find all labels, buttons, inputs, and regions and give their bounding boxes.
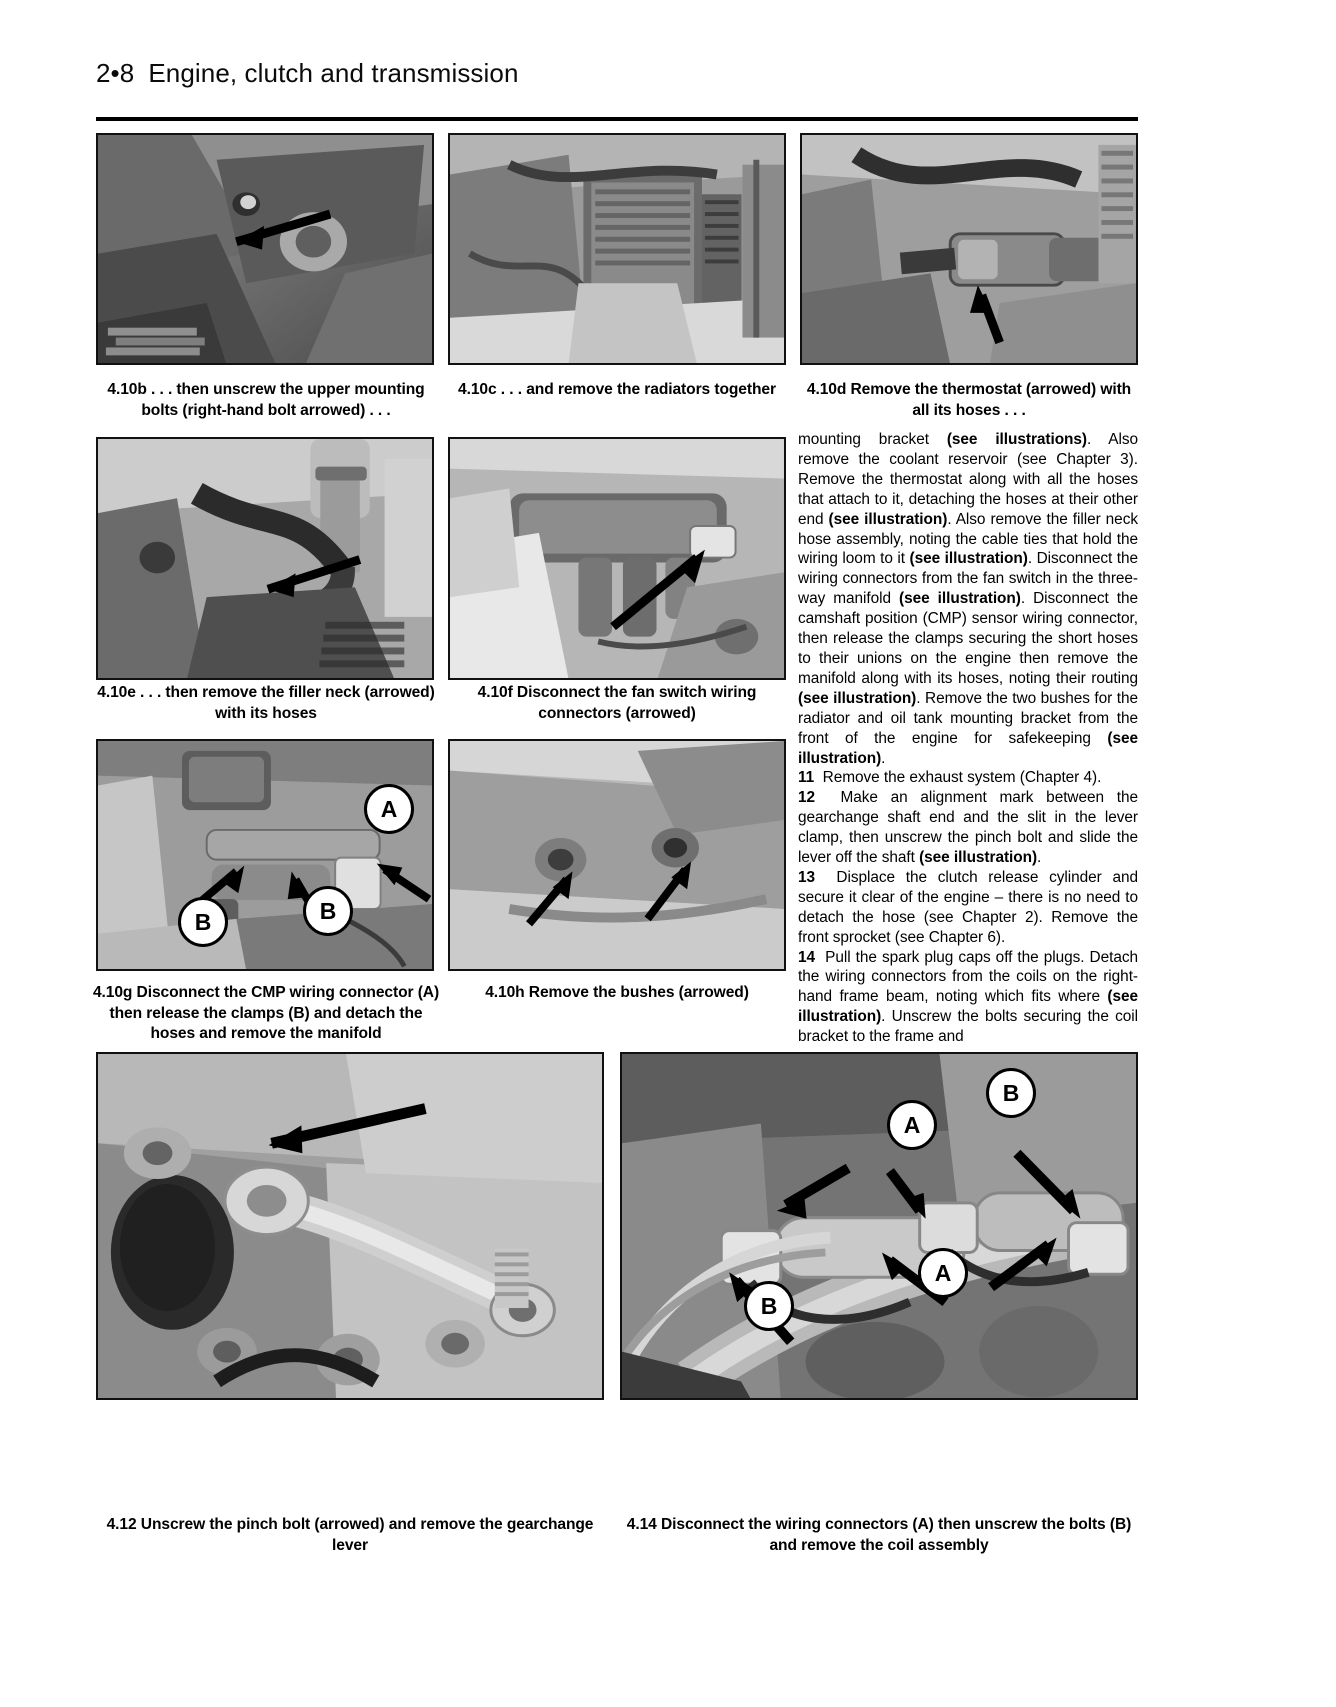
figure-image-4-10g: [96, 739, 434, 971]
page-title: Engine, clutch and transmission: [148, 58, 519, 88]
callout-a1-4-14: A: [887, 1100, 937, 1150]
page-header: [96, 58, 1136, 89]
step-14: 14 Pull the spark plug caps off the plugs. Detach the wiring connectors from the coils on the right-hand frame beam, noting which fits where (see illustration). Unscrew the bolts securing the coil bracket to the frame and: [798, 948, 1138, 1046]
step-number-14: 14: [798, 948, 816, 966]
callout-b1-4-10g: B: [178, 897, 228, 947]
photo-graphic: [98, 741, 432, 970]
figure-caption-4-10c: 4.10c . . . and remove the radiators together: [458, 381, 776, 398]
step-11: 11 Remove the exhaust system (Chapter 4).: [798, 769, 1102, 787]
figure-image-4-14: [620, 1052, 1138, 1400]
figure-image-4-10d: [800, 133, 1138, 365]
photo-graphic: [450, 439, 784, 679]
figure-image-4-10b: [96, 133, 434, 365]
step-13: 13 Displace the clutch release cylinder and secure it clear of the engine – there is no need to detach the hose (see Chapter 2). Remove the front sprocket (see Chapter 6).: [798, 868, 1138, 946]
figure-caption-4-10d: 4.10d Remove the thermostat (arrowed) with all its hoses . . .: [806, 381, 1132, 419]
callout-b2-4-10g: B: [303, 886, 353, 936]
figure-caption-4-10b: 4.10b . . . then unscrew the upper mounting bolts (right-hand bolt arrowed) . . .: [107, 381, 425, 419]
photo-graphic: [98, 135, 432, 364]
step-12: 12 Make an alignment mark between the gearchange shaft end and the slit in the lever clamp, then unscrew the pinch bolt and slide the lever off the shaft (see illustration).: [798, 789, 1138, 867]
header-divider: [96, 117, 1138, 121]
callout-b1-4-14: B: [986, 1068, 1036, 1118]
figure-caption-4-10h: 4.10h Remove the bushes (arrowed): [485, 984, 749, 1001]
figure-caption-4-12: 4.12 Unscrew the pinch bolt (arrowed) and remove the gearchange lever: [106, 1516, 594, 1554]
photo-graphic: [622, 1054, 1136, 1399]
photo-graphic: [98, 439, 432, 679]
photo-graphic: [98, 1054, 602, 1399]
figure-caption-4-10e: 4.10e . . . then remove the filler neck (arrowed) with its hoses: [97, 684, 435, 722]
callout-b2-4-14: B: [744, 1281, 794, 1331]
figure-image-4-10h: [448, 739, 786, 971]
body-text-column: [798, 430, 1138, 1047]
figure-caption-4-14: 4.14 Disconnect the wiring connectors (A) then unscrew the bolts (B) and remove the coil assembly: [626, 1516, 1132, 1554]
photo-graphic: [450, 741, 784, 970]
step-number-13: 13: [798, 868, 816, 886]
photo-graphic: [450, 135, 784, 364]
page-folio: 2•8: [96, 58, 135, 88]
figure-image-4-10f: [448, 437, 786, 680]
figure-image-4-10e: [96, 437, 434, 680]
figure-image-4-12: [96, 1052, 604, 1400]
figure-image-4-10c: [448, 133, 786, 365]
step-number-11: 11: [798, 769, 815, 787]
callout-a-4-10g: A: [364, 784, 414, 834]
photo-graphic: [802, 135, 1136, 364]
step-number-12: 12: [798, 789, 816, 807]
figure-caption-4-10f: 4.10f Disconnect the fan switch wiring connectors (arrowed): [477, 684, 757, 722]
paragraph-continued: mounting bracket (see illustrations). Also remove the coolant reservoir (see Chapter 3). Remove the thermostat along with all the hoses that attach to it, detaching the hoses at their other end (see illustration). Also remove the filler neck hose assembly, noting the cable ties that hold the wiring loom to it (see illustration). Disconnect the wiring connectors from the fan switch in the three-way manifold (see illustration). Disconnect the camshaft position (CMP) sensor wiring connector, then release the clamps securing the short hoses to their unions on the engine then remove the manifold along with its hoses, noting their routing (see illustration). Remove the two bushes for the radiator and oil tank mounting bracket from the front of the engine for safekeeping (see illustration).: [798, 431, 1138, 767]
figure-caption-4-10g: 4.10g Disconnect the CMP wiring connector (A) then release the clamps (B) and detach the hoses and remove the manifold: [92, 984, 440, 1043]
callout-a2-4-14: A: [918, 1248, 968, 1298]
